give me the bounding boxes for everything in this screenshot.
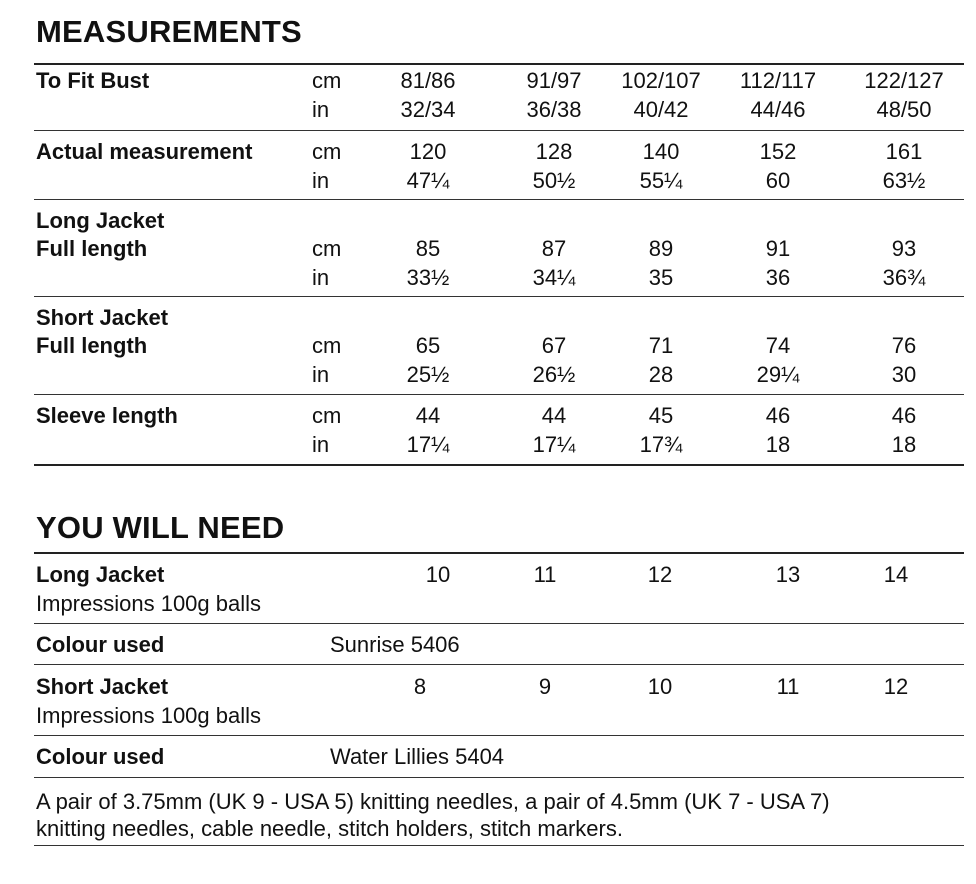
ball-count: 11: [776, 674, 800, 699]
value-cm: 71: [648, 333, 674, 358]
value-cm: 46: [891, 403, 917, 428]
value-cm: 87: [541, 236, 567, 261]
ball-count: 12: [883, 674, 909, 699]
value-cm: 67: [541, 333, 567, 358]
value-in: 48/50: [876, 97, 932, 122]
ball-count: 14: [883, 562, 909, 587]
value-in: 17¾: [639, 432, 683, 457]
value-cm: 85: [415, 236, 441, 261]
value-cm: 44: [541, 403, 567, 428]
value-cm: 91: [765, 236, 791, 261]
value-cm: 65: [415, 333, 441, 358]
value-in: 33½: [406, 265, 450, 290]
value-in: 36¾: [882, 265, 926, 290]
note-line: A pair of 3.75mm (UK 9 - USA 5) knitting needles, a pair of 4.5mm (UK 7 - USA 7): [36, 789, 830, 814]
value-cm: 93: [891, 236, 917, 261]
measurement-label: Full length: [36, 236, 148, 261]
value-in: 34¼: [532, 265, 576, 290]
unit-in: in: [312, 265, 330, 290]
value-in: 47¼: [406, 168, 450, 193]
divider: [34, 464, 964, 466]
value-in: 17¼: [532, 432, 576, 457]
value-cm: 102/107: [621, 68, 701, 93]
unit-cm: cm: [312, 333, 342, 358]
divider: [34, 296, 964, 297]
short-jacket-label: Short Jacket: [36, 674, 169, 699]
value-cm: 46: [765, 403, 791, 428]
divider: [34, 552, 964, 554]
you-will-need-title: YOU WILL NEED: [36, 510, 285, 545]
value-cm: 161: [885, 139, 923, 164]
unit-in: in: [312, 432, 330, 457]
measurements-title: MEASUREMENTS: [36, 14, 302, 49]
value-cm: 91/97: [526, 68, 582, 93]
measurement-label: Actual measurement: [36, 139, 253, 164]
divider: [34, 777, 964, 778]
measurement-label: Short Jacket: [36, 305, 169, 330]
value-cm: 152: [759, 139, 797, 164]
value-cm: 89: [648, 236, 674, 261]
colour-used-value: Water Lillies 5404: [330, 744, 505, 769]
value-in: 18: [891, 432, 917, 457]
value-in: 26½: [532, 362, 576, 387]
long-jacket-label: Long Jacket: [36, 562, 165, 587]
value-in: 32/34: [400, 97, 456, 122]
value-in: 29¼: [756, 362, 800, 387]
unit-cm: cm: [312, 403, 342, 428]
divider: [34, 735, 964, 736]
unit-cm: cm: [312, 139, 342, 164]
long-jacket-yarn: Impressions 100g balls: [36, 591, 262, 616]
measurement-label: To Fit Bust: [36, 68, 150, 93]
colour-used-label: Colour used: [36, 632, 165, 657]
value-in: 35: [648, 265, 674, 290]
ball-count: 11: [533, 562, 557, 587]
value-in: 18: [765, 432, 791, 457]
colour-used-value: Sunrise 5406: [330, 632, 460, 657]
value-cm: 140: [642, 139, 680, 164]
divider: [34, 623, 964, 624]
note-line: knitting needles, cable needle, stitch holders, stitch markers.: [36, 816, 623, 841]
measurement-label: Sleeve length: [36, 403, 178, 428]
value-in: 36: [765, 265, 791, 290]
value-cm: 128: [535, 139, 573, 164]
value-in: 50½: [532, 168, 576, 193]
ball-count: 10: [647, 674, 673, 699]
value-in: 25½: [406, 362, 450, 387]
value-in: 36/38: [526, 97, 582, 122]
short-jacket-yarn: Impressions 100g balls: [36, 703, 262, 728]
value-cm: 112/117: [739, 68, 817, 93]
value-cm: 76: [891, 333, 917, 358]
divider: [34, 130, 964, 131]
divider: [34, 845, 964, 846]
measurement-label: Long Jacket: [36, 208, 165, 233]
value-in: 55¼: [639, 168, 683, 193]
divider: [34, 199, 964, 200]
ball-count: 9: [538, 674, 552, 699]
value-cm: 81/86: [400, 68, 456, 93]
value-in: 28: [648, 362, 674, 387]
unit-in: in: [312, 362, 330, 387]
unit-cm: cm: [312, 236, 342, 261]
divider: [34, 664, 964, 665]
unit-cm: cm: [312, 68, 342, 93]
colour-used-label: Colour used: [36, 744, 165, 769]
value-cm: 44: [415, 403, 441, 428]
ball-count: 13: [775, 562, 801, 587]
value-in: 30: [891, 362, 917, 387]
ball-count: 8: [413, 674, 427, 699]
value-in: 40/42: [633, 97, 689, 122]
ball-count: 10: [425, 562, 451, 587]
ball-count: 12: [647, 562, 673, 587]
value-cm: 120: [409, 139, 447, 164]
value-in: 60: [765, 168, 791, 193]
value-in: 17¼: [406, 432, 450, 457]
value-cm: 45: [648, 403, 674, 428]
value-in: 63½: [882, 168, 926, 193]
value-cm: 122/127: [864, 68, 944, 93]
divider: [34, 63, 964, 65]
value-cm: 74: [765, 333, 791, 358]
unit-in: in: [312, 97, 330, 122]
unit-in: in: [312, 168, 330, 193]
measurement-label: Full length: [36, 333, 148, 358]
divider: [34, 394, 964, 395]
value-in: 44/46: [750, 97, 806, 122]
